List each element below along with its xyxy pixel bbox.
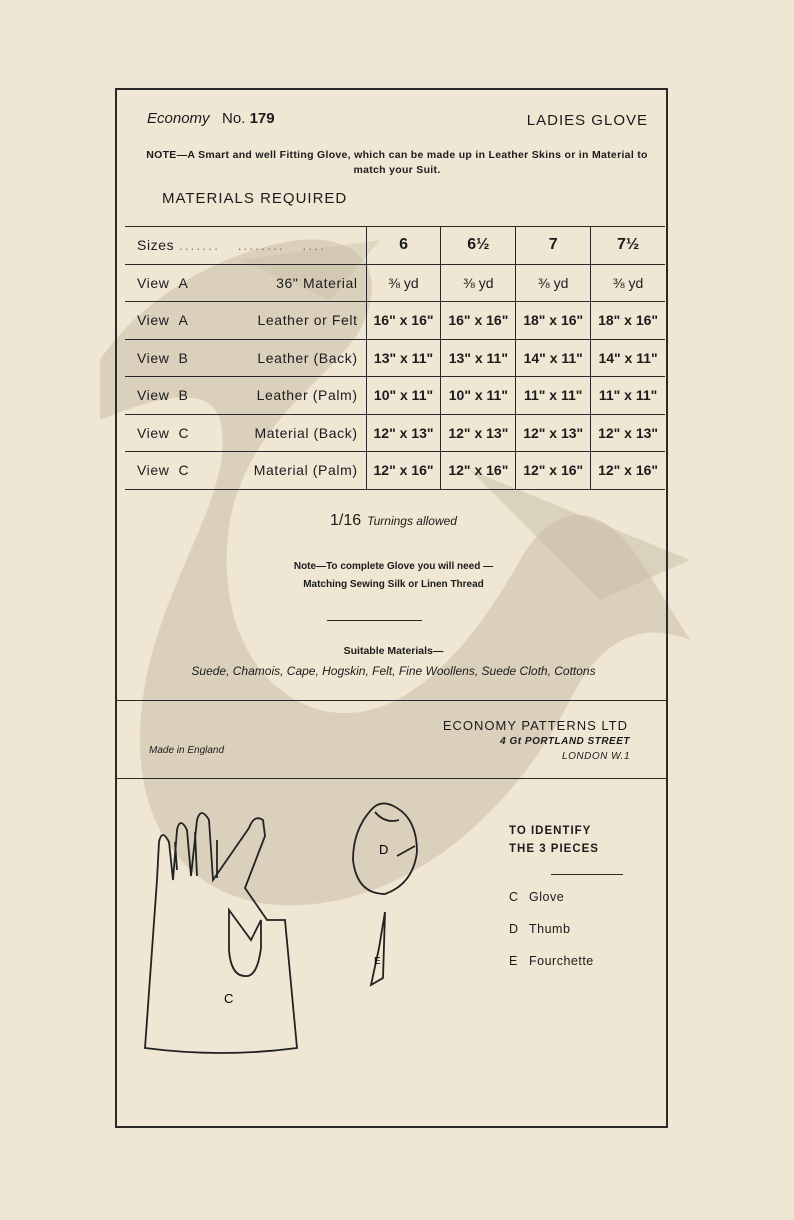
pattern-brand-number — [147, 110, 275, 127]
table-cell: 14" x 11" — [516, 339, 591, 377]
table-cell: 12" x 13" — [516, 414, 591, 452]
thread-note-line: Matching Sewing Silk or Linen Thread — [303, 579, 484, 590]
table-row: View B Leather (Palm) 10" x 11" 10" x 11" 11" x 11" 11" x 11" — [125, 377, 665, 415]
table-cell: 12" x 13" — [366, 414, 441, 452]
table-cell: 12" x 16" — [441, 452, 516, 490]
pattern-title: LADIES GLOVE — [526, 112, 648, 129]
section-divider — [117, 700, 666, 701]
glove-piece-label: C — [224, 991, 234, 1006]
identify-heading — [509, 822, 599, 858]
suitable-materials-title: Suitable Materials— — [343, 645, 444, 657]
table-row: View C Material (Back) 12" x 13" 12" x 13" 12" x 13" 12" x 13" — [125, 414, 665, 452]
size-header: 7 — [516, 227, 591, 265]
divider-rule — [327, 620, 422, 621]
table-cell: 12" x 13" — [441, 414, 516, 452]
thumb-piece-label: D — [379, 842, 389, 857]
thread-note — [117, 558, 670, 594]
table-cell: 10" x 11" — [366, 377, 441, 415]
row-desc: Leather or Felt — [257, 312, 358, 329]
row-desc: Leather (Palm) — [256, 387, 358, 404]
made-in-label: Made in England — [149, 745, 225, 756]
table-cell: 18" x 16" — [516, 302, 591, 340]
number-label: No. — [222, 110, 246, 127]
row-desc: Material (Back) — [254, 424, 358, 441]
piece-name: Fourchette — [529, 954, 594, 968]
size-header: 7½ — [591, 227, 665, 265]
pattern-number: 179 — [249, 110, 275, 127]
table-cell: 11" x 11" — [516, 377, 591, 415]
size-header: 6 — [366, 227, 441, 265]
table-cell: 13" x 11" — [441, 339, 516, 377]
piece-legend-item — [509, 890, 564, 904]
table-cell: 13" x 11" — [366, 339, 441, 377]
table-header-row — [125, 227, 665, 265]
table-cell: 12" x 16" — [591, 452, 665, 490]
maker-address: 4 Gt PORTLAND STREET — [500, 736, 630, 747]
divider-rule — [551, 874, 623, 875]
table-cell: 16" x 16" — [366, 302, 441, 340]
table-cell: ⅜ yd — [366, 264, 441, 302]
row-desc: Leather (Back) — [257, 349, 358, 366]
table-cell: 12" x 16" — [516, 452, 591, 490]
table-cell: ⅜ yd — [591, 264, 665, 302]
section-divider — [117, 778, 666, 779]
size-header: 6½ — [441, 227, 516, 265]
maker-city: LONDON W.1 — [562, 751, 630, 762]
table-cell: 10" x 11" — [441, 377, 516, 415]
piece-name: Thumb — [529, 922, 571, 936]
piece-key: D — [509, 922, 519, 936]
note-text: NOTE—A Smart and well Fitting Glove, which can be made up in Leather Skins or in Material to match your Suit. — [146, 149, 648, 176]
piece-name: Glove — [529, 890, 565, 904]
maker-name: ECONOMY PATTERNS LTD — [442, 718, 628, 733]
fourchette-piece-label: E — [374, 956, 381, 967]
turnings-note — [117, 512, 670, 530]
row-desc: Material (Palm) — [253, 462, 358, 479]
table-cell: 18" x 16" — [591, 302, 665, 340]
suitable-materials-list: Suede, Chamois, Cape, Hogskin, Felt, Fine Woollens, Suede Cloth, Cottons — [191, 664, 596, 678]
piece-key: E — [509, 954, 518, 968]
table-row: View B Leather (Back) 13" x 11" 13" x 11" 14" x 11" 14" x 11" — [125, 339, 665, 377]
table-row: View A 36" Material ⅜ yd ⅜ yd ⅜ yd ⅜ yd — [125, 264, 665, 302]
materials-heading: MATERIALS REQUIRED — [162, 190, 348, 207]
table-row: View C Material (Palm) 12" x 16" 12" x 16" 12" x 16" 12" x 16" — [125, 452, 665, 490]
piece-key: C — [509, 890, 519, 904]
piece-legend-item — [509, 954, 594, 968]
table-cell: ⅜ yd — [516, 264, 591, 302]
piece-legend-item — [509, 922, 570, 936]
materials-table — [125, 226, 665, 490]
identify-title: TO IDENTIFY — [509, 825, 592, 837]
table-cell: 12" x 16" — [366, 452, 441, 490]
turnings-text: Turnings allowed — [367, 514, 457, 528]
identify-subtitle: THE 3 PIECES — [509, 843, 599, 855]
row-desc: 36" Material — [276, 274, 358, 291]
table-cell: 12" x 13" — [591, 414, 665, 452]
glove-outline-icon — [145, 813, 297, 1053]
turnings-fraction: 1/16 — [330, 512, 362, 529]
brand-label: Economy — [147, 110, 210, 127]
pattern-envelope — [115, 88, 668, 1128]
table-cell: 16" x 16" — [441, 302, 516, 340]
table-cell: ⅜ yd — [441, 264, 516, 302]
table-cell: 14" x 11" — [591, 339, 665, 377]
sizes-label: Sizes ....... ........ .... — [125, 227, 366, 265]
fourchette-outline-icon — [371, 912, 385, 985]
table-row: View A Leather or Felt 16" x 16" 16" x 16" 18" x 16" 18" x 16" — [125, 302, 665, 340]
thread-note-line: Note—To complete Glove you will need — — [293, 561, 494, 572]
table-cell: 11" x 11" — [591, 377, 665, 415]
